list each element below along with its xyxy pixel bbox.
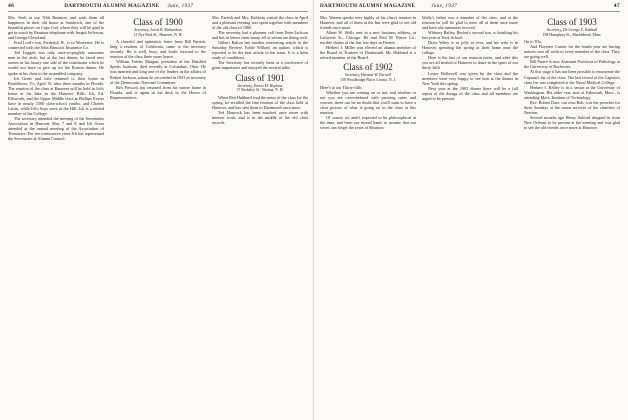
paragraph: The secretary attended the meeting of the Secretaries Association in Hanover May 7 and 8 and Ich Greer attended at the annual meeting of the Association of Treasurers. For ten consecutive years Ich has represented the Secretaries at Alumni Council. <box>8 115 104 142</box>
paragraph: Dixie Wiley is as jolly as ever, and his wife is in Hanover spending the spring at their home near the college. <box>422 40 518 56</box>
paragraph: Next year at the 1902 dinner there will be a full report of the doings of the class and all members are urged to be present. <box>422 85 518 101</box>
paragraph: Albert W. Wells sent in a new business address, at Lafayette St., Chicago. He and Paul M. Pierce Co., terrible chains of the last few days in Detroit. <box>320 30 416 46</box>
paragraph: Herbert I. Kelley is in a senior at the University of Washington. His older son, now at Falmouth, Mass., is attending Mass. Institute of Technology. <box>524 84 620 100</box>
paragraph: On to '03s. <box>524 39 543 45</box>
right-columns <box>320 12 620 416</box>
text-column <box>8 15 104 416</box>
class-heading: Class of 1903 <box>547 17 597 27</box>
class-secretary: Secretary, Hermon W. Farwell <box>344 73 392 78</box>
paragraph: Fred Lord's son, Frederick H., is in Worcester. He is connected with the John Hancock Insurance Co. <box>8 40 104 51</box>
paragraph: Here's to our Thirty-fifth. <box>320 84 363 90</box>
paragraph: Ted Leggett was only once-a-sprightly sunrooms man in the aisle, but at the last dinner, he faced new scenes in his luxury one side of the courthouse which he would not have to give up for the Boston dinner. He spoke at his chair to the assembled company. <box>8 50 104 76</box>
paragraph: Of course we aren't expected to be philosophical at the time, and from our mixed hand, to assume that our wives can forget the years of Reunion. <box>320 114 416 130</box>
class-secretary: Secretary, Dr. George E. Kimball <box>546 28 598 32</box>
paragraph: Mrs. Seeh at our 50th Reunion, and wish them all happiness in their old home at Sandwich, one of the beautiful places on Cape Cod, where they will be glad to get in touch by Reunion telephone with Joseph Jefferson, and George Cleveland. <box>8 15 104 41</box>
text-column <box>320 15 416 416</box>
paragraph: Ich Greer and wife returned to their home in Brattleboro, Vt., April 15, after three months in Florida. The reunion of the class at Hanover will be held in Ich's home at his lake in the Hanover Hills. Ich, Ed. Ellsworth, and the Upper Middle class at Phillips Exeter have in nearly 1500 class-school youths, and Charles Lattin, while Ich's boys were at the Hill. Ich is a retired member of the College. <box>8 75 104 116</box>
text-column <box>524 15 620 416</box>
paragraph: Gilbert Balton has another interesting article in the Saturday Review. Eddie Willard, an author, which is reported to be the best article in the issue. It is a keen study of conditions. <box>212 40 308 61</box>
left-columns <box>8 12 308 416</box>
paragraph: Mrs. Warren speaks very highly of his class's reunion in Hanover, and all of them at the Inn were glad to see old friends once more. <box>320 15 416 31</box>
secretary-address: 130 Woodbridge Place, Leonia, N. J. <box>340 78 396 83</box>
issue-date: June, 1937 <box>431 2 457 9</box>
class-heading: Class of 1901 <box>235 72 285 83</box>
page-number: 46 <box>8 2 15 9</box>
right-page <box>314 0 628 420</box>
running-title: DARTMOUTH ALUMNI MAGAZINE <box>320 2 416 9</box>
paragraph: Herbert J. Miller was elected an alumni member of the Board of Trustees of Dartmouth. Mr. Hubbard is a retired member of the Board. <box>320 45 416 61</box>
paragraph: The secretary had a pleasant call from Peter Jackson and has in letters from many, all of whom are doing well. <box>212 30 308 41</box>
secretary-address: 198 Humphrey St., Marblehead, Mass. <box>542 32 602 37</box>
paragraph: Here is the last of our reunion notes, and after this you are all invited to Hanover to share in the spirit of our thirty-fifth. <box>422 55 518 71</box>
paragraph: Ted Hancock has been touched once more with interest work, and is in the middle of the old class records. <box>212 109 308 125</box>
paragraph: William Forbes Morgan, president of the Distilled Spirits Institute, died recently at Columbus, Ohio. He was married and long one of the leaders in the affairs of Robert Jackson, whom he succeeded in 1933 as secretary of the Democratic National Committee. <box>110 59 206 85</box>
text-column <box>212 15 308 416</box>
paragraph: Lester Hallowell was given by the class and the members were very happy to see him at the dinner in New York this spring. <box>422 70 518 86</box>
paragraph: The Secretary has recently been at a conference of great importance and enjoyed the several talks. <box>212 60 308 71</box>
class-heading: Class of 1902 <box>343 62 393 73</box>
issue-date: June, 1937 <box>167 2 194 9</box>
text-column <box>110 15 206 416</box>
running-title: DARTMOUTH ALUMNI MAGAZINE <box>64 2 160 9</box>
right-page-header <box>320 0 620 12</box>
paragraph: Rev. Robert Dare, our own Bob, was the preacher for three Sundays at the union services of the churches of Newton. <box>524 99 620 115</box>
secretary-address: 37 Berkeley St., Nashua, N. H. <box>236 88 284 93</box>
class-heading: Class of 1900 <box>133 17 183 27</box>
text-column <box>422 15 518 416</box>
left-page-header <box>8 0 308 12</box>
class-secretary: Secretary, Lewis B. Richardson <box>134 28 182 32</box>
paragraph: Mrs. Parrish and Mrs. Baldwin visited the class in April and a pleasant evening was spent together with members of the old class of 1900. <box>212 15 308 31</box>
paragraph: Wally's father was a member of the class, and at the reunion he will be glad to meet all of them once more and have old memories revived. <box>422 15 518 31</box>
paragraph: Several months ago Henry Sulford dropped in from New Orleans to be present at the meeting and was glad to see the old friends once more at Hanover. <box>524 114 620 130</box>
paragraph: When Ben Hubbard read the notes of the class for the spring, he recalled the fine reunion of the class held at Hanover, and has sent them to Dartmouth once more. <box>212 94 308 110</box>
paragraph: And Florence Carrier for the fourth year are having notices sent all week to every member of the class. They are going well. <box>524 44 620 60</box>
class-secretary: Secretary, Ernest M. Hopkins <box>237 83 283 88</box>
paragraph: A cheerful and optimistic letter from Bill Parrish, long a resident of California, came to the secretary recently. He is well, busy, and looks forward to the reunion of the class three years hence. <box>110 39 206 60</box>
paragraph: At this stage it has not been possible to enumerate the Captain's list of the class. The last record of the Captain's class list was completed at the Naval Medical College. <box>524 69 620 85</box>
paragraph: Whether you are coming on or not, and whether or not you are overwhelmed with pressing cares and worries, there can be no doubt that you'll want to have a clear picture of what is going on in the class at this reunion. <box>320 89 416 115</box>
paragraph: Ben Prescott has returned from his winter home in Florida, and is again at his desk in the House of Representatives. <box>110 84 206 100</box>
page-number: 47 <box>613 2 620 9</box>
secretary-address: 11 Nye Park St., Hanover, N. H. <box>133 32 183 37</box>
paragraph: Bill Pierce is now Assistant Professor of Pathology at the University of Rochester. <box>524 59 620 70</box>
paragraph: Whitney Bailey, Becker's second son, is finishing his last year at Tuck School. <box>422 30 518 41</box>
